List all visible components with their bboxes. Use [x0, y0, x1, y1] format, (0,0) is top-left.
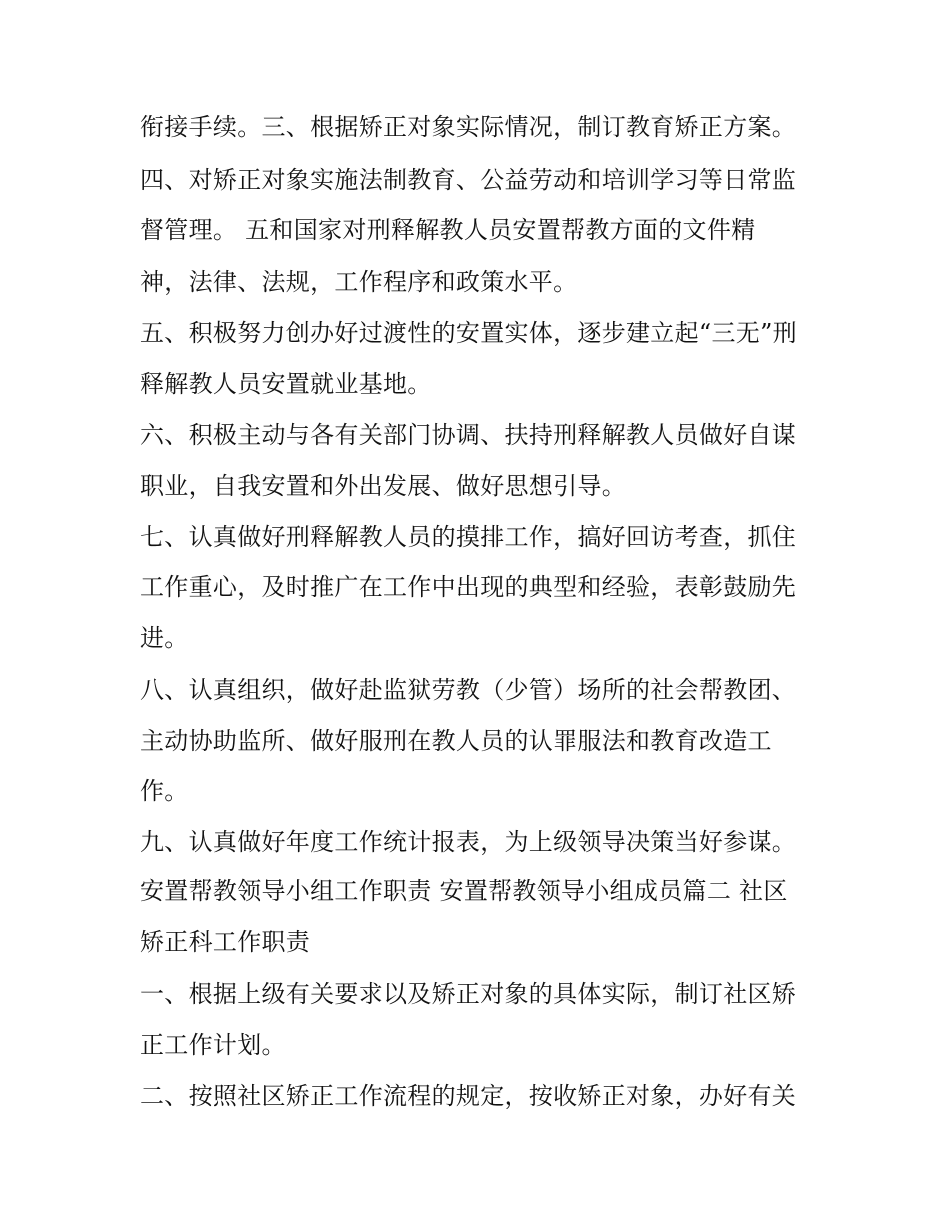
text-line: 七、认真做好刑释解教人员的摸排工作，搞好回访考查，抓住: [140, 523, 797, 551]
text-line: 九、认真做好年度工作统计报表，为上级领导决策当好参谋。: [140, 828, 797, 856]
text-line: 衔接手续。三、根据矫正对象实际情况，制订教育矫正方案。: [140, 113, 797, 141]
text-line: 二、按照社区矫正工作流程的规定，按收矫正对象，办好有关: [140, 1082, 797, 1110]
text-line: 矫正科工作职责: [140, 928, 311, 956]
text-line: 安置帮教领导小组工作职责 安置帮教领导小组成员篇二 社区: [140, 877, 788, 905]
text-line: 神，法律、法规，工作程序和政策水平。: [140, 268, 578, 296]
text-line: 作。: [140, 777, 189, 805]
text-line: 正工作计划。: [140, 1031, 286, 1059]
text-line: 督管理。 五和国家对刑释解教人员安置帮教方面的文件精: [140, 216, 756, 244]
text-line: 主动协助监所、做好服刑在教人员的认罪服法和教育改造工: [140, 727, 772, 755]
text-line: 职业，自我安置和外出发展、做好思想引导。: [140, 472, 626, 500]
text-line: 进。: [140, 624, 189, 652]
text-line: 一、根据上级有关要求以及矫正对象的具体实际，制订社区矫: [140, 980, 797, 1008]
text-line: 五、积极努力创办好过渡性的安置实体，逐步建立起“三无”刑: [140, 319, 797, 347]
text-line: 释解教人员安置就业基地。: [140, 370, 432, 398]
text-line: 四、对矫正对象实施法制教育、公益劳动和培训学习等日常监: [140, 166, 797, 194]
text-line: 工作重心，及时推广在工作中出现的典型和经验，表彰鼓励先: [140, 573, 797, 601]
text-line: 八、认真组织，做好赴监狱劳教（少管）场所的社会帮教团、: [140, 676, 797, 704]
text-line: 六、积极主动与各有关部门协调、扶持刑释解教人员做好自谋: [140, 421, 797, 449]
